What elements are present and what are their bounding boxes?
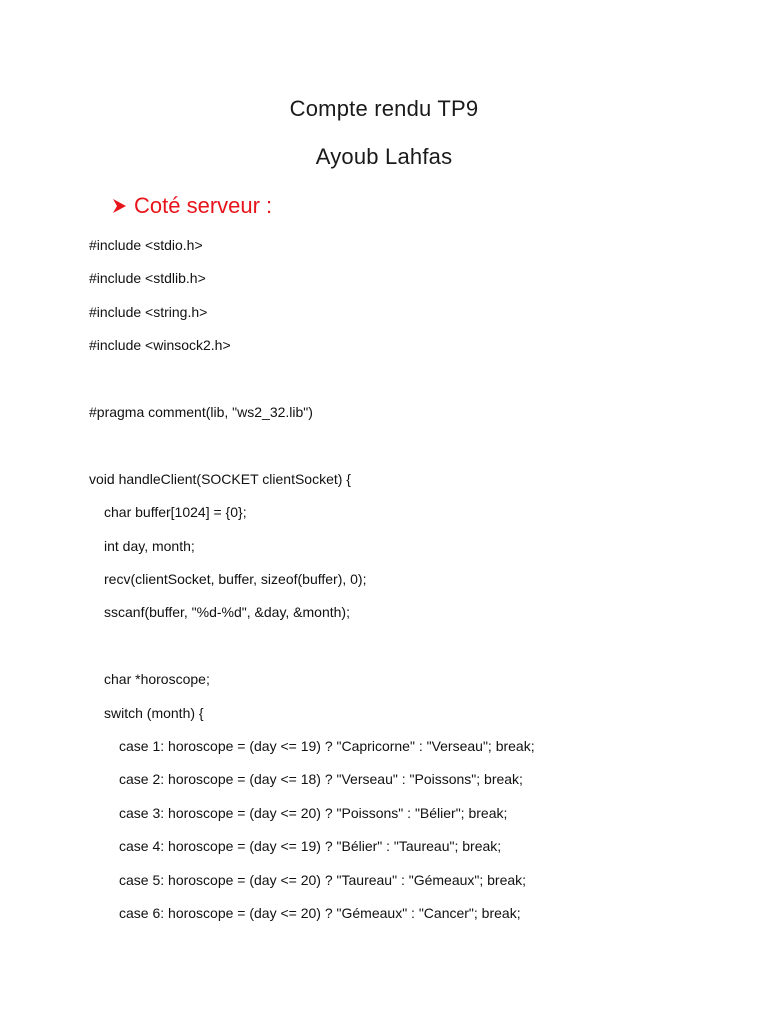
code-line: case 4: horoscope = (day <= 19) ? "Bélier" : "Taureau"; break; <box>119 838 502 855</box>
code-line: #include <winsock2.h> <box>89 337 231 354</box>
code-line: recv(clientSocket, buffer, sizeof(buffer), 0); <box>104 571 367 587</box>
code-line: case 1: horoscope = (day <= 19) ? "Capricorne" : "Verseau"; break; <box>119 738 535 754</box>
document-title: Compte rendu TP9 <box>289 96 479 121</box>
code-line: sscanf(buffer, "%d-%d", &day, &month); <box>104 604 350 621</box>
code-line: case 2: horoscope = (day <= 18) ? "Verseau" : "Poissons"; break; <box>119 771 523 788</box>
document-author: Ayoub Lahfas <box>315 144 453 169</box>
code-line: case 5: horoscope = (day <= 20) ? "Taureau" : "Gémeaux"; break; <box>119 871 527 888</box>
code-line: #pragma comment(lib, "ws2_32.lib") <box>89 404 313 420</box>
arrow-bullet-icon <box>110 197 128 215</box>
code-line: #include <stdio.h> <box>89 237 203 253</box>
code-line: int day, month; <box>104 537 195 554</box>
code-line: char *horoscope; <box>104 671 210 688</box>
code-line: char buffer[1024] = {0}; <box>104 504 247 521</box>
code-line: case 6: horoscope = (day <= 20) ? "Gémeaux" : "Cancer"; break; <box>119 905 521 921</box>
code-line: #include <string.h> <box>89 303 208 320</box>
code-line: void handleClient(SOCKET clientSocket) { <box>89 470 351 487</box>
code-line: #include <stdlib.h> <box>89 270 206 287</box>
section-heading <box>110 193 272 219</box>
section-heading-text: Coté serveur : <box>134 193 273 218</box>
code-line: switch (month) { <box>104 704 204 721</box>
code-line: case 3: horoscope = (day <= 20) ? "Poissons" : "Bélier"; break; <box>119 804 508 821</box>
